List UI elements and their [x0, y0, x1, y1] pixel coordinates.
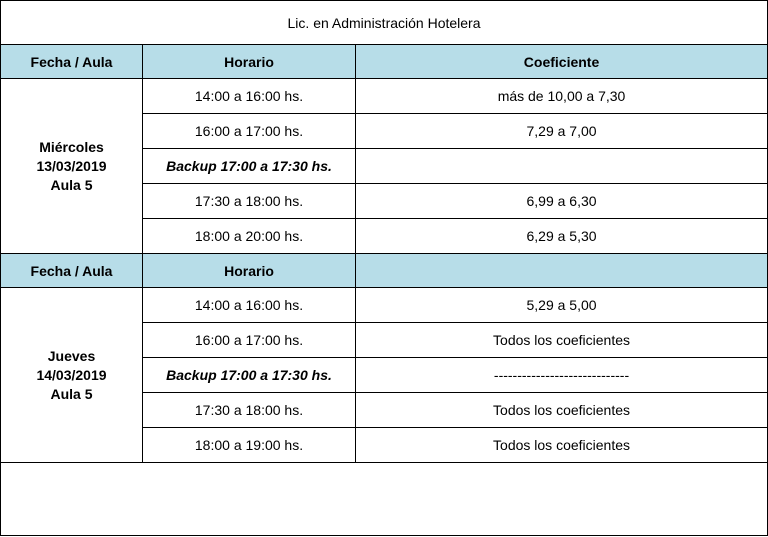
room-label: Aula 5 — [50, 176, 93, 193]
coeficiente-cell: 6,99 a 6,30 — [356, 184, 768, 219]
date-cell — [1, 288, 143, 463]
table-row — [1, 79, 768, 114]
coeficiente-cell: ----------------------------- — [356, 358, 768, 393]
date-label: 13/03/2019 — [36, 157, 107, 174]
horario-cell: 18:00 a 19:00 hs. — [143, 428, 356, 463]
header-coeficiente — [356, 254, 768, 288]
horario-cell: 18:00 a 20:00 hs. — [143, 219, 356, 254]
horario-cell: 17:30 a 18:00 hs. — [143, 393, 356, 428]
coeficiente-cell: Todos los coeficientes — [356, 393, 768, 428]
header-horario: Horario — [143, 45, 356, 79]
coeficiente-cell: Todos los coeficientes — [356, 323, 768, 358]
horario-cell: 16:00 a 17:00 hs. — [143, 323, 356, 358]
date-label: 14/03/2019 — [36, 366, 107, 383]
backup-horario-cell: Backup 17:00 a 17:30 hs. — [143, 358, 356, 393]
table-row — [1, 288, 768, 323]
title-row — [1, 1, 768, 45]
header-fecha-aula: Fecha / Aula — [1, 45, 143, 79]
header-fecha-aula: Fecha / Aula — [1, 254, 143, 288]
day-label: Jueves — [47, 347, 96, 364]
backup-horario-cell: Backup 17:00 a 17:30 hs. — [143, 149, 356, 184]
day-label: Miércoles — [39, 138, 104, 155]
horario-cell: 16:00 a 17:00 hs. — [143, 114, 356, 149]
coeficiente-cell: 6,29 a 5,30 — [356, 219, 768, 254]
coeficiente-cell: más de 10,00 a 7,30 — [356, 79, 768, 114]
horario-cell: 14:00 a 16:00 hs. — [143, 288, 356, 323]
date-cell — [1, 79, 143, 254]
header-coeficiente: Coeficiente — [356, 45, 768, 79]
room-label: Aula 5 — [50, 385, 93, 402]
coeficiente-cell — [356, 149, 768, 184]
horario-cell: 17:30 a 18:00 hs. — [143, 184, 356, 219]
horario-cell: 14:00 a 16:00 hs. — [143, 79, 356, 114]
table-title: Lic. en Administración Hotelera — [1, 1, 768, 45]
header-horario: Horario — [143, 254, 356, 288]
header-row — [1, 254, 768, 288]
coeficiente-cell: 5,29 a 5,00 — [356, 288, 768, 323]
coeficiente-cell: 7,29 a 7,00 — [356, 114, 768, 149]
coeficiente-cell: Todos los coeficientes — [356, 428, 768, 463]
header-row — [1, 45, 768, 79]
